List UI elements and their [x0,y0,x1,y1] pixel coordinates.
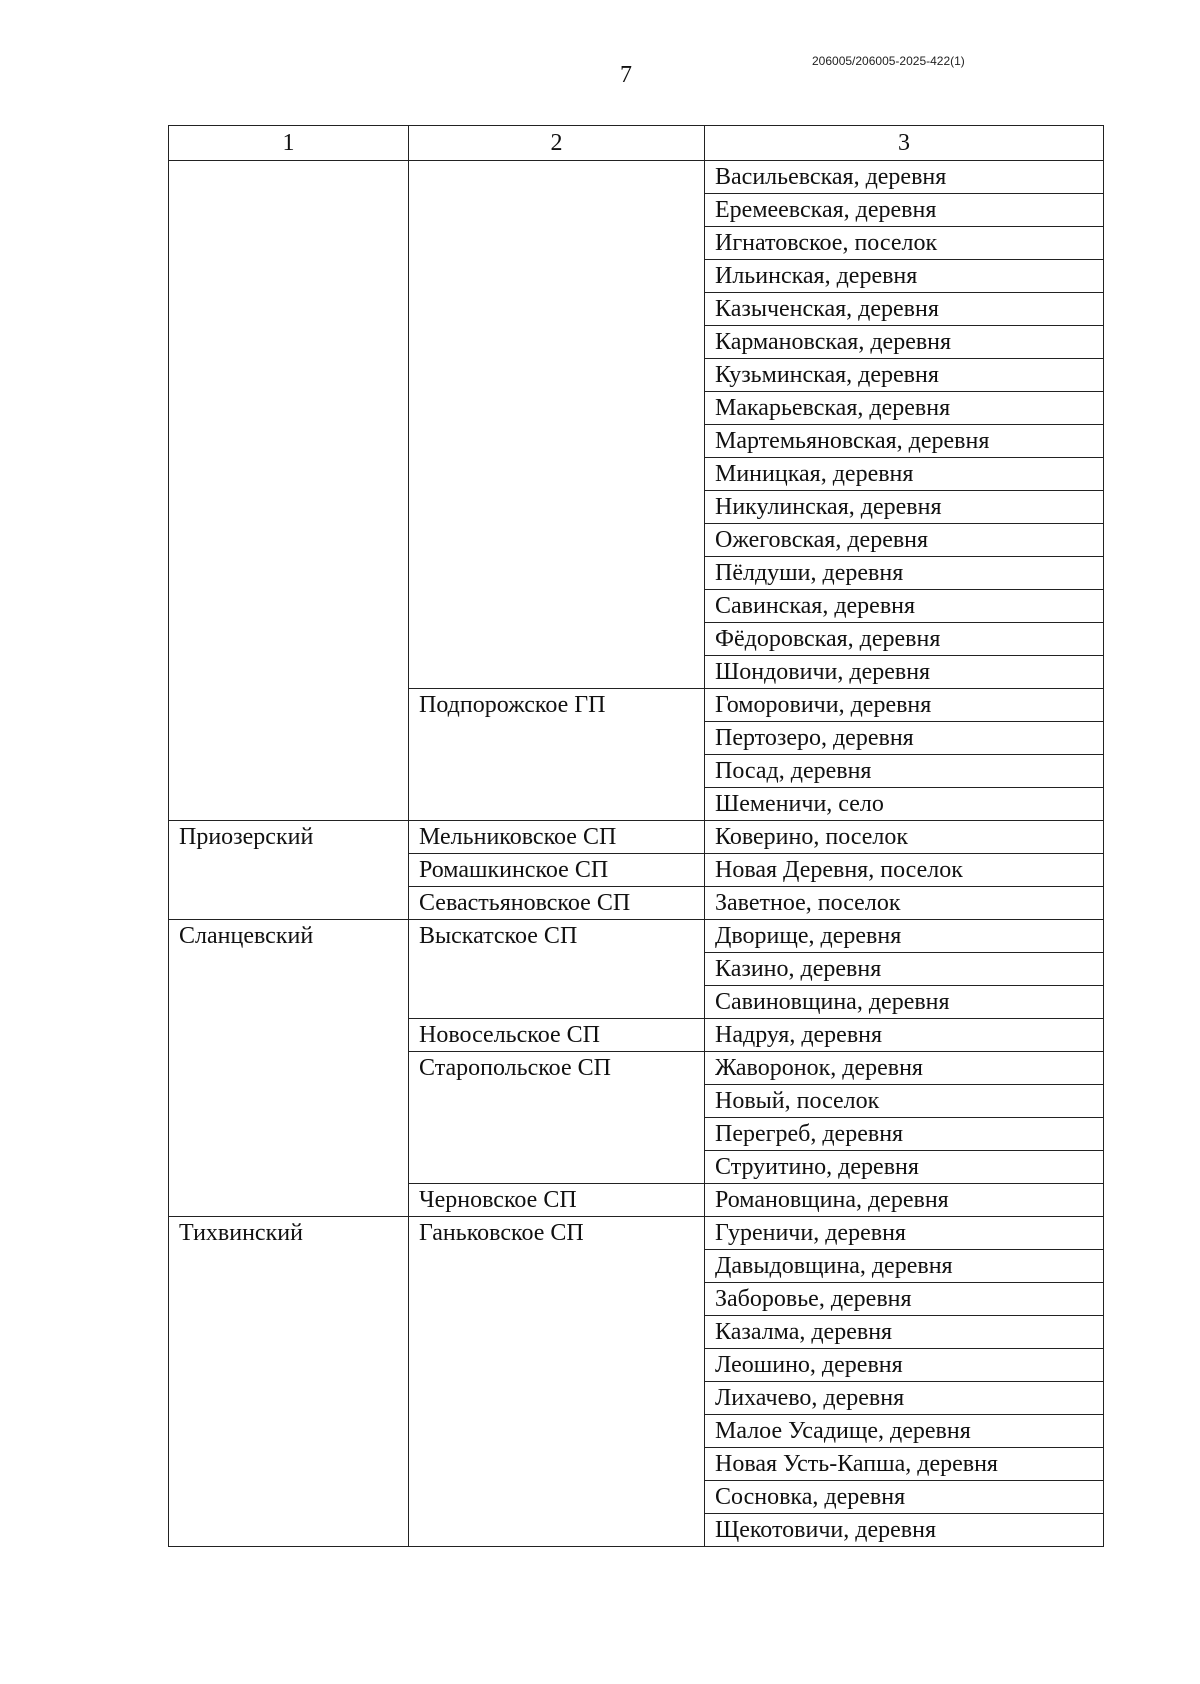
district-cell [169,788,409,821]
district-cell: Сланцевский [169,920,409,953]
district-cell [169,656,409,689]
page-number: 7 [620,62,632,88]
settlement-cell: Коверино, поселок [705,821,1104,854]
municipality-cell [409,491,705,524]
district-cell: Тихвинский [169,1217,409,1250]
table-row [169,920,1104,953]
settlement-cell: Пертозеро, деревня [705,722,1104,755]
municipality-cell [409,227,705,260]
settlements-table [168,125,1104,1547]
municipality-cell [409,425,705,458]
table-row [169,1316,1104,1349]
table-row [169,458,1104,491]
settlement-cell: Казино, деревня [705,953,1104,986]
table-row [169,491,1104,524]
municipality-cell [409,656,705,689]
table-row [169,425,1104,458]
district-cell [169,1151,409,1184]
district-cell [169,1382,409,1415]
municipality-cell [409,986,705,1019]
settlement-cell: Перегреб, деревня [705,1118,1104,1151]
settlement-cell: Кармановская, деревня [705,326,1104,359]
district-cell [169,986,409,1019]
settlement-cell: Новая Деревня, поселок [705,854,1104,887]
settlement-cell: Макарьевская, деревня [705,392,1104,425]
municipality-cell: Ганьковское СП [409,1217,705,1250]
district-cell [169,293,409,326]
district-cell [169,392,409,425]
table-row [169,1448,1104,1481]
district-cell [169,260,409,293]
municipality-cell [409,1118,705,1151]
district-cell [169,491,409,524]
settlement-cell: Давыдовщина, деревня [705,1250,1104,1283]
district-cell [169,326,409,359]
municipality-cell [409,623,705,656]
settlement-cell: Игнатовское, поселок [705,227,1104,260]
table-row [169,722,1104,755]
table-row [169,821,1104,854]
municipality-cell: Севастьяновское СП [409,887,705,920]
table-row [169,392,1104,425]
district-cell [169,1349,409,1382]
settlement-cell: Шондовичи, деревня [705,656,1104,689]
district-cell [169,1481,409,1514]
table-row [169,986,1104,1019]
table-row [169,1118,1104,1151]
municipality-cell [409,953,705,986]
municipality-cell: Новосельское СП [409,1019,705,1052]
municipality-cell: Старопольское СП [409,1052,705,1085]
table-row [169,326,1104,359]
district-cell [169,557,409,590]
settlement-cell: Казыченская, деревня [705,293,1104,326]
district-cell [169,623,409,656]
document-code: 206005/206005-2025-422(1) [812,54,965,68]
settlement-cell: Заветное, поселок [705,887,1104,920]
table-row [169,1283,1104,1316]
header-col-2: 2 [409,126,705,161]
municipality-cell [409,788,705,821]
municipality-cell [409,1415,705,1448]
table-header [169,126,1104,161]
district-cell [169,1316,409,1349]
district-cell [169,1019,409,1052]
municipality-cell [409,1481,705,1514]
municipality-cell [409,1283,705,1316]
table-row [169,755,1104,788]
municipality-cell: Выскатское СП [409,920,705,953]
table-row [169,1250,1104,1283]
municipality-cell [409,326,705,359]
district-cell [169,689,409,722]
settlement-cell: Романовщина, деревня [705,1184,1104,1217]
table-row [169,1349,1104,1382]
table-row [169,656,1104,689]
table-row [169,557,1104,590]
municipality-cell [409,1316,705,1349]
settlement-cell: Ожеговская, деревня [705,524,1104,557]
settlement-cell: Ильинская, деревня [705,260,1104,293]
municipality-cell [409,1250,705,1283]
settlement-cell: Струитино, деревня [705,1151,1104,1184]
municipality-cell [409,161,705,194]
settlement-cell: Щекотовичи, деревня [705,1514,1104,1547]
settlement-cell: Васильевская, деревня [705,161,1104,194]
settlement-cell: Надруя, деревня [705,1019,1104,1052]
district-cell [169,590,409,623]
settlement-cell: Шеменичи, село [705,788,1104,821]
district-cell [169,1250,409,1283]
table-row [169,1052,1104,1085]
header-row [169,126,1104,161]
settlement-cell: Савиновщина, деревня [705,986,1104,1019]
district-cell [169,1118,409,1151]
district-cell [169,887,409,920]
table-row [169,524,1104,557]
settlement-cell: Посад, деревня [705,755,1104,788]
table-row [169,1019,1104,1052]
municipality-cell [409,260,705,293]
district-cell [169,1448,409,1481]
district-cell [169,1052,409,1085]
table-row [169,1514,1104,1547]
table-row [169,953,1104,986]
district-cell [169,524,409,557]
settlement-cell: Фёдоровская, деревня [705,623,1104,656]
municipality-cell [409,1151,705,1184]
municipality-cell [409,392,705,425]
district-cell [169,854,409,887]
municipality-cell [409,1514,705,1547]
settlement-cell: Гоморовичи, деревня [705,689,1104,722]
table-row [169,1382,1104,1415]
table-body [169,161,1104,1547]
district-cell [169,1283,409,1316]
settlement-cell: Еремеевская, деревня [705,194,1104,227]
table-row [169,1415,1104,1448]
municipality-cell [409,1349,705,1382]
table-row [169,887,1104,920]
settlement-cell: Новый, поселок [705,1085,1104,1118]
municipality-cell: Черновское СП [409,1184,705,1217]
municipality-cell [409,1448,705,1481]
table-row [169,788,1104,821]
district-cell [169,953,409,986]
table-row [169,1085,1104,1118]
municipality-cell: Мельниковское СП [409,821,705,854]
settlement-cell: Новая Усть-Капша, деревня [705,1448,1104,1481]
table-row [169,1481,1104,1514]
municipality-cell [409,458,705,491]
municipality-cell [409,590,705,623]
settlement-cell: Леошино, деревня [705,1349,1104,1382]
table-row [169,1184,1104,1217]
table-row [169,590,1104,623]
settlement-cell: Жаворонок, деревня [705,1052,1104,1085]
district-cell [169,194,409,227]
municipality-cell: Подпорожское ГП [409,689,705,722]
district-cell [169,755,409,788]
table-row [169,227,1104,260]
district-cell [169,161,409,194]
table-row [169,689,1104,722]
settlement-cell: Заборовье, деревня [705,1283,1104,1316]
municipality-cell [409,293,705,326]
district-cell [169,1415,409,1448]
municipality-cell: Ромашкинское СП [409,854,705,887]
settlement-cell: Лихачево, деревня [705,1382,1104,1415]
table-row [169,293,1104,326]
district-cell [169,1184,409,1217]
district-cell [169,1514,409,1547]
district-cell [169,227,409,260]
settlement-cell: Савинская, деревня [705,590,1104,623]
district-cell: Приозерский [169,821,409,854]
settlement-cell: Малое Усадище, деревня [705,1415,1104,1448]
settlement-cell: Миницкая, деревня [705,458,1104,491]
table-row [169,161,1104,194]
settlement-cell: Мартемьяновская, деревня [705,425,1104,458]
table-row [169,1151,1104,1184]
settlement-cell: Дворище, деревня [705,920,1104,953]
header-col-1: 1 [169,126,409,161]
settlement-cell: Сосновка, деревня [705,1481,1104,1514]
district-cell [169,458,409,491]
header-col-3: 3 [705,126,1104,161]
municipality-cell [409,722,705,755]
municipality-cell [409,359,705,392]
settlement-cell: Пёлдуши, деревня [705,557,1104,590]
table-row [169,359,1104,392]
municipality-cell [409,524,705,557]
settlement-cell: Кузьминская, деревня [705,359,1104,392]
settlement-cell: Никулинская, деревня [705,491,1104,524]
table-row [169,194,1104,227]
district-cell [169,359,409,392]
district-cell [169,425,409,458]
municipality-cell [409,557,705,590]
municipality-cell [409,1085,705,1118]
table-row [169,260,1104,293]
settlement-cell: Гуреничи, деревня [705,1217,1104,1250]
table-row [169,854,1104,887]
municipality-cell [409,1382,705,1415]
municipality-cell [409,194,705,227]
settlement-cell: Казалма, деревня [705,1316,1104,1349]
district-cell [169,722,409,755]
table-row [169,1217,1104,1250]
municipality-cell [409,755,705,788]
table-row [169,623,1104,656]
district-cell [169,1085,409,1118]
